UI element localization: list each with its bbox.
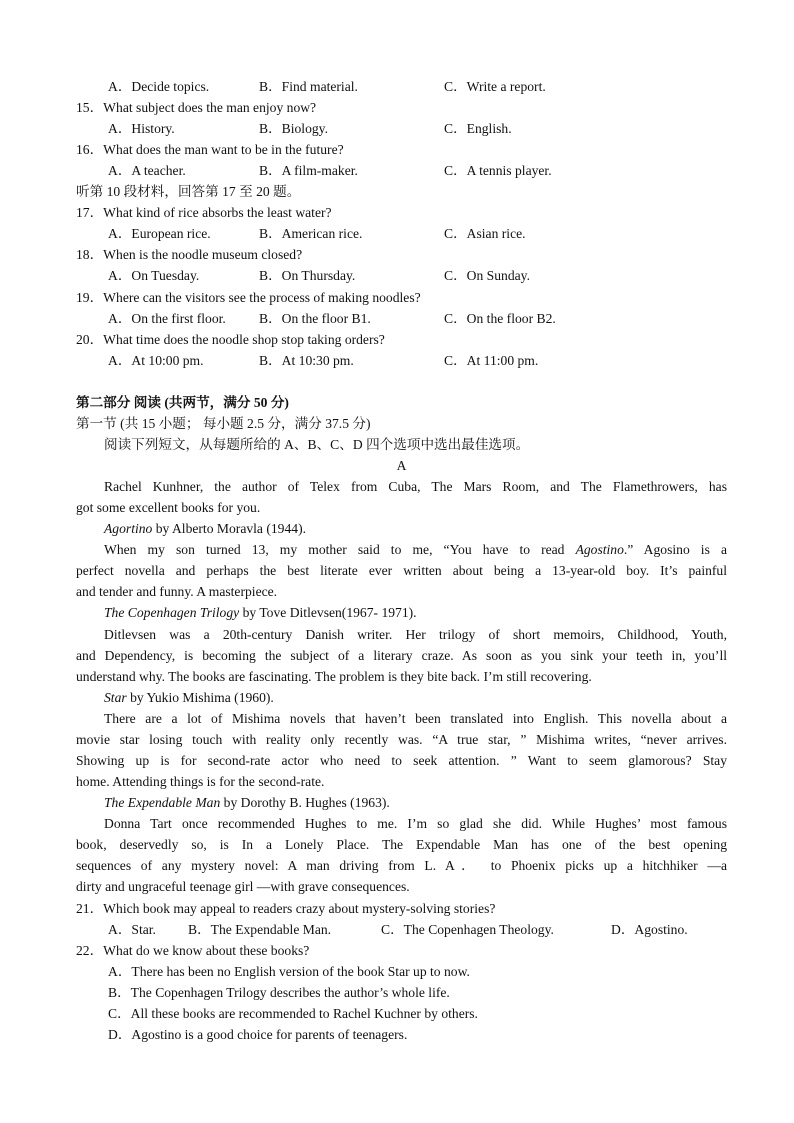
q22-option-b: B．The Copenhagen Trilogy describes the author’s whole life. (108, 985, 450, 1000)
q22-option-a: A．There has been no English version of the book Star up to now. (108, 964, 470, 979)
book4-author: by Dorothy B. Hughes (1963). (220, 795, 390, 810)
book3-line-2: movie star losing touch with reality only recently was. “A true star, ” Mishima writes, “never arrives. (76, 732, 727, 747)
book4-line-1: Donna Tart once recommended Hughes to me. I’m so glad she did. While Hughes’ most famous (104, 816, 727, 831)
reading-instruction: 阅读下列短文，从每题所给的 A、B、C、D 四个选项中选出最佳选项。 (104, 437, 530, 452)
q17-option-a: A．European rice. (108, 226, 211, 241)
book4-line-2: book, deservedly so, is In a Lonely Place. The Expendable Man has one of the best opening (76, 837, 727, 852)
book1-title: Agortino (104, 521, 153, 536)
q22-stem: 22．What do we know about these books? (76, 943, 310, 958)
intro-line-1: Rachel Kunhner, the author of Telex from Cuba, The Mars Room, and The Flamethrowers, has (104, 479, 727, 494)
q20-stem: 20．What time does the noodle shop stop taking orders? (76, 332, 385, 347)
q22-option-c: C．All these books are recommended to Rachel Kuchner by others. (108, 1006, 478, 1021)
book2-author: by Tove Ditlevsen(1967- 1971). (239, 605, 417, 620)
book3-heading (104, 687, 727, 708)
book3-line-1: There are a lot of Mishima novels that haven’t been translated into English. This novella about a (104, 711, 727, 726)
section-10-heading: 听第 10 段材料，回答第 17 至 20 题。 (76, 184, 301, 199)
q16-option-a: A．A teacher. (108, 163, 186, 178)
q21-options (76, 919, 727, 940)
q21-stem: 21．Which book may appeal to readers crazy about mystery-solving stories? (76, 901, 496, 916)
book3-title: Star (104, 690, 127, 705)
book4-line-4: dirty and ungraceful teenage girl —with grave consequences. (76, 879, 410, 894)
q17-option-c: C．Asian rice. (444, 226, 526, 241)
book3-line-4: home. Attending things is for the second-rate. (76, 774, 325, 789)
q16-stem: 16．What does the man want to be in the future? (76, 142, 344, 157)
q16-option-b: B．A film-maker. (259, 163, 358, 178)
book1-line-3: and tender and funny. A masterpiece. (76, 584, 278, 599)
q17-options (76, 223, 727, 244)
q18-option-a: A．On Tuesday. (108, 268, 200, 283)
q19-option-c: C．On the floor B2. (444, 311, 556, 326)
book2-line-3: understand why. The books are fascinating. The problem is they bite back. I’m still recovering. (76, 669, 592, 684)
book2-heading (104, 602, 727, 623)
q20-options (76, 350, 727, 371)
book1-heading (104, 518, 727, 539)
q18-stem: 18．When is the noodle museum closed? (76, 247, 303, 262)
part-two-heading: 第二部分 阅读 (共两节，满分 50 分) (76, 395, 289, 410)
q19-stem: 19．Where can the visitors see the process of making noodles? (76, 290, 421, 305)
q19-option-a: A．On the first floor. (108, 311, 226, 326)
section-one-heading: 第一节 (共 15 小题； 每小题 2.5 分，满分 37.5 分) (76, 416, 371, 431)
passage-label: A (396, 458, 407, 473)
q21-option-d: D．Agostino. (611, 922, 688, 937)
q19-option-b: B．On the floor B1. (259, 311, 371, 326)
q16-option-c: C．A tennis player. (444, 163, 552, 178)
q14-option-c: C．Write a report. (444, 79, 546, 94)
q15-option-a: A．History. (108, 121, 175, 136)
q18-option-b: B．On Thursday. (259, 268, 356, 283)
q20-option-b: B．At 10:30 pm. (259, 353, 354, 368)
book3-author: by Yukio Mishima (1960). (126, 690, 274, 705)
q17-option-b: B．American rice. (259, 226, 363, 241)
q18-options (76, 265, 727, 286)
q20-option-a: A．At 10:00 pm. (108, 353, 204, 368)
q14-options (76, 76, 727, 97)
q15-option-b: B．Biology. (259, 121, 328, 136)
intro-line-2: got some excellent books for you. (76, 500, 261, 515)
q14-option-a: A．Decide topics. (108, 79, 210, 94)
book4-line-3: sequences of any mystery novel: A man driving from L. A． to Phoenix picks up a hitchhiker —a (76, 858, 727, 873)
q14-option-b: B．Find material. (259, 79, 358, 94)
q15-options (76, 118, 727, 139)
book4-title: The Expendable Man (104, 795, 221, 810)
q21-option-b: B．The Expendable Man. (188, 922, 332, 937)
q19-options (76, 308, 727, 329)
q21-option-a: A．Star. (108, 922, 156, 937)
q21-option-c: C．The Copenhagen Theology. (381, 922, 554, 937)
q15-stem: 15．What subject does the man enjoy now? (76, 100, 317, 115)
q22-option-d: D．Agostino is a good choice for parents of teenagers. (108, 1027, 408, 1042)
book4-heading (104, 792, 727, 813)
q15-option-c: C．English. (444, 121, 512, 136)
book2-title: The Copenhagen Trilogy (104, 605, 240, 620)
q17-stem: 17．What kind of rice absorbs the least water? (76, 205, 332, 220)
book2-line-2: and Dependency, is becoming the subject of a literary craze. As soon as you sink your teeth in, you’ll (76, 648, 727, 663)
q20-option-c: C．At 11:00 pm. (444, 353, 539, 368)
q18-option-c: C．On Sunday. (444, 268, 530, 283)
q16-options (76, 160, 727, 181)
book1-line-1: When my son turned 13, my mother said to me, “You have to read Agostino.” Agosino is a (104, 542, 727, 557)
book1-author: by Alberto Moravla (1944). (152, 521, 306, 536)
book2-line-1: Ditlevsen was a 20th-century Danish writer. Her trilogy of short memoirs, Childhood, Youth, (104, 627, 727, 642)
book1-line-2: perfect novella and perhaps the best literate ever written about being a 13-year-old boy. It’s painful (76, 563, 727, 578)
book3-line-3: Showing up is for second-rate actor who need to seek attention. ” Want to seem glamorous? Stay (76, 753, 727, 768)
